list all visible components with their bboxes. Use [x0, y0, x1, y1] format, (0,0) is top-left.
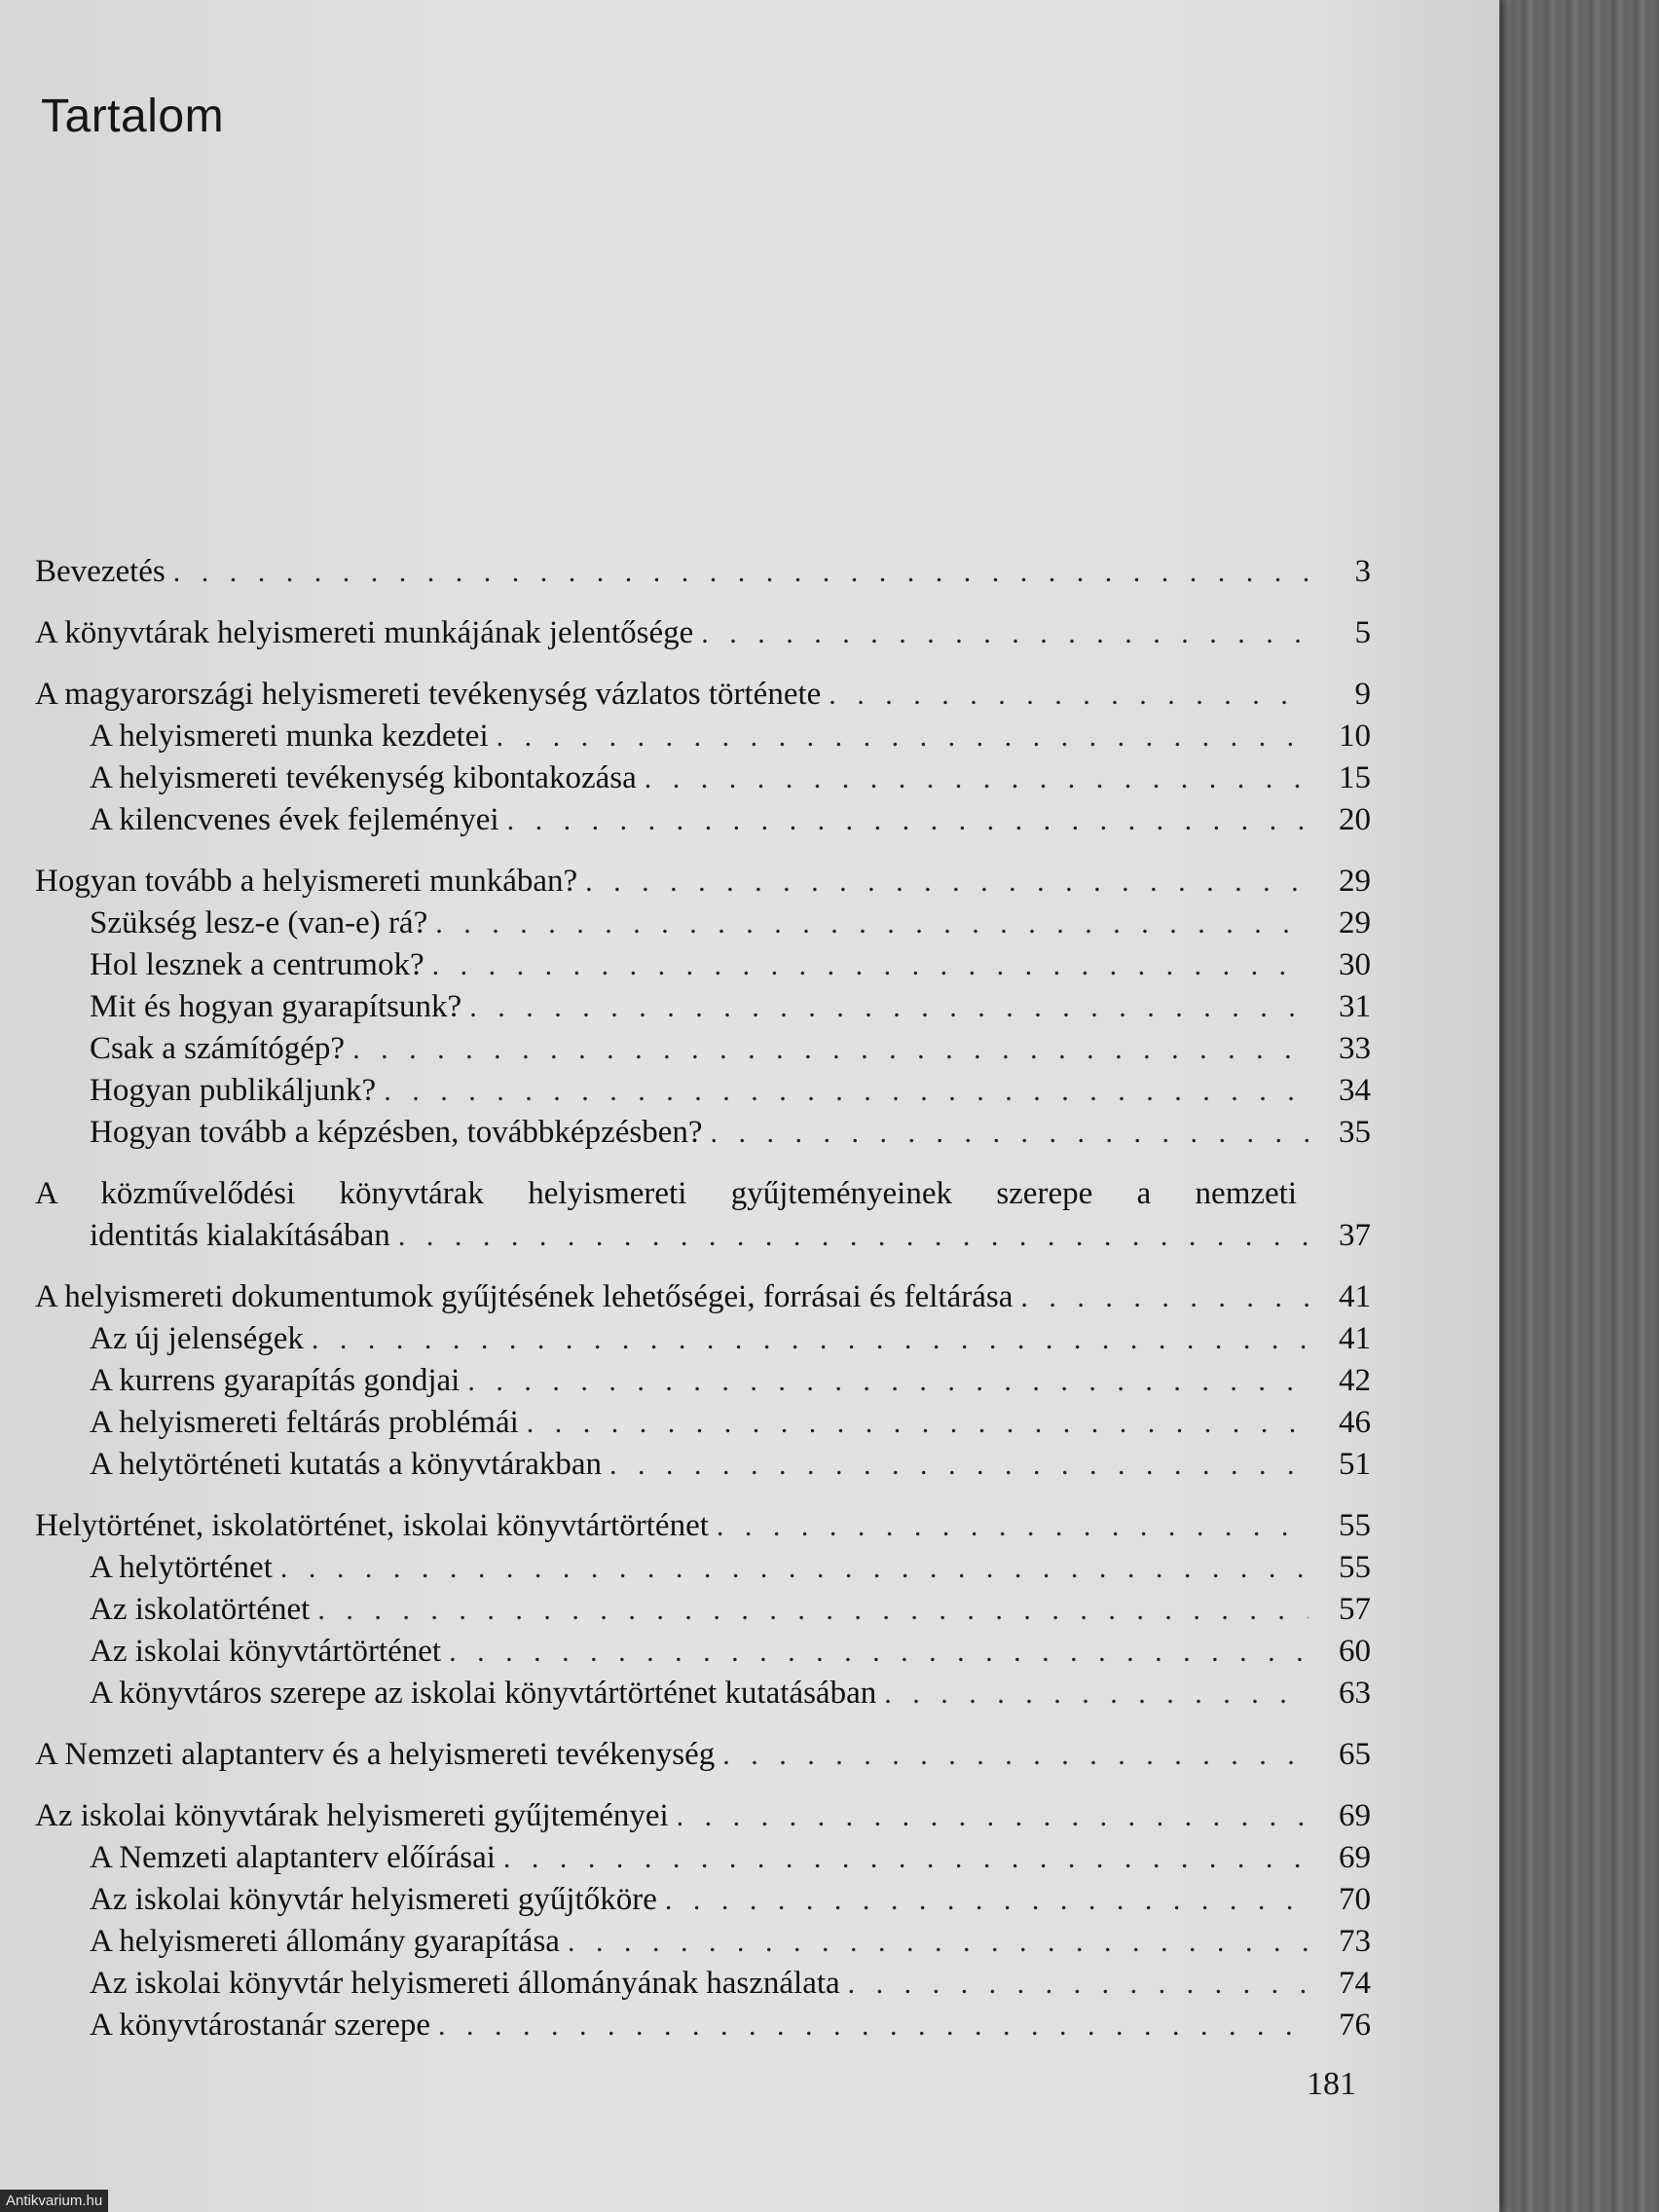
dot-leader — [585, 861, 1309, 903]
table-of-contents — [35, 551, 1371, 2066]
toc-entry-page: 46 — [1339, 1405, 1371, 1440]
toc-entry-label: identitás kialakításában — [90, 1218, 390, 1253]
toc-entry-label: Helytörténet, iskolatörténet, iskolai könyvtártörténet — [35, 1508, 709, 1543]
toc-entry — [35, 1734, 1371, 1776]
toc-subentry — [35, 799, 1371, 841]
toc-entry-page: 3 — [1354, 554, 1371, 589]
toc-entry-label: Hogyan tovább a helyismereti munkában? — [35, 864, 578, 899]
dot-leader — [503, 1837, 1309, 1879]
toc-entry-page: 35 — [1339, 1115, 1371, 1150]
toc-entry-page: 33 — [1339, 1031, 1371, 1066]
page-number: 181 — [1307, 2066, 1356, 2102]
toc-subentry — [35, 1112, 1371, 1154]
dot-leader — [435, 903, 1309, 944]
toc-entry-page: 15 — [1339, 760, 1371, 795]
toc-entry-label: A helyismereti dokumentumok gyűjtésének lehetőségei, forrásai és feltárása — [35, 1279, 1014, 1314]
watermark: Antikvarium.hu — [0, 2190, 108, 2212]
toc-entry-page: 30 — [1339, 947, 1371, 982]
toc-section-significance — [35, 612, 1371, 654]
dot-leader — [1020, 1276, 1309, 1318]
dot-leader — [665, 1879, 1309, 1921]
dot-leader — [173, 551, 1309, 593]
dot-leader — [497, 716, 1309, 757]
background-surface — [1480, 0, 1659, 2212]
dot-leader — [317, 1589, 1309, 1631]
toc-entry-label: A könyvtárostanár szerepe — [90, 2008, 431, 2043]
toc-entry-page: 70 — [1339, 1882, 1371, 1917]
toc-section-documents — [35, 1276, 1371, 1486]
toc-subentry — [35, 944, 1371, 986]
toc-entry-page: 55 — [1339, 1550, 1371, 1585]
toc-entry — [35, 1276, 1371, 1318]
toc-entry-label: Az iskolai könyvtárak helyismereti gyűjteményei — [35, 1798, 669, 1833]
toc-entry-page: 5 — [1354, 615, 1371, 650]
toc-entry — [35, 1795, 1371, 1837]
page-title: Tartalom — [41, 91, 225, 142]
toc-entry-label: A kurrens gyarapítás gondjai — [90, 1363, 461, 1398]
toc-entry-page: 10 — [1339, 719, 1371, 754]
toc-entry-page: 9 — [1354, 677, 1371, 712]
toc-entry-page: 69 — [1339, 1798, 1371, 1833]
toc-entry-label: A könyvtáros szerepe az iskolai könyvtártörténet kutatásában — [90, 1676, 877, 1711]
toc-subentry — [35, 2005, 1371, 2046]
toc-subentry — [35, 1444, 1371, 1486]
toc-subentry — [35, 1070, 1371, 1112]
dot-leader — [280, 1547, 1309, 1589]
toc-section-introduction — [35, 551, 1371, 593]
toc-entry-page: 65 — [1339, 1737, 1371, 1772]
toc-subentry — [35, 903, 1371, 944]
toc-entry-page: 41 — [1339, 1279, 1371, 1314]
dot-leader — [701, 612, 1309, 654]
toc-subentry — [35, 757, 1371, 799]
toc-entry-label: Az iskolai könyvtártörténet — [90, 1634, 442, 1669]
toc-section-school-libraries — [35, 1795, 1371, 2046]
toc-entry-label: Hogyan publikáljunk? — [90, 1073, 377, 1108]
dot-leader — [384, 1070, 1309, 1112]
toc-subentry — [35, 1402, 1371, 1444]
dot-leader — [645, 757, 1309, 799]
toc-entry-page: 29 — [1339, 905, 1371, 940]
dot-leader — [609, 1444, 1309, 1486]
toc-section-history — [35, 674, 1371, 841]
toc-entry-label: A helyismereti feltárás problémái — [90, 1405, 519, 1440]
toc-entry-page: 55 — [1339, 1508, 1371, 1543]
dot-leader — [568, 1921, 1309, 1963]
toc-entry-page: 20 — [1339, 802, 1371, 837]
toc-entry-page: 73 — [1339, 1924, 1371, 1959]
toc-entry-page: 31 — [1339, 989, 1371, 1024]
toc-entry-label: A Nemzeti alaptanterv és a helyismereti tevékenység — [35, 1737, 716, 1772]
toc-subentry — [35, 1921, 1371, 1963]
toc-entry-label: A helyismereti munka kezdetei — [90, 719, 489, 754]
toc-entry-label-line1: A közművelődési könyvtárak helyismereti gyűjteményeinek szerepe a nemzeti — [35, 1176, 1297, 1211]
toc-subentry — [35, 986, 1371, 1028]
toc-section-future — [35, 861, 1371, 1154]
toc-entry-label: A helyismereti állomány gyarapítása — [90, 1924, 560, 1959]
dot-leader — [438, 2005, 1309, 2046]
toc-entry-label: Az iskolatörténet — [90, 1592, 311, 1627]
toc-entry-label: Csak a számítógép? — [90, 1031, 346, 1066]
toc-entry-label: A helytörténeti kutatás a könyvtárakban — [90, 1447, 603, 1482]
dot-leader — [884, 1673, 1309, 1714]
toc-entry-page: 63 — [1339, 1676, 1371, 1711]
dot-leader — [722, 1734, 1309, 1776]
toc-subentry — [35, 1589, 1371, 1631]
dot-leader — [432, 944, 1309, 986]
toc-subentry — [35, 1963, 1371, 2005]
dot-leader — [352, 1028, 1309, 1070]
toc-entry-page: 57 — [1339, 1592, 1371, 1627]
dot-leader — [711, 1112, 1309, 1154]
toc-entry-label: Hogyan tovább a képzésben, továbbképzésben? — [90, 1115, 703, 1150]
toc-entry-label: Az iskolai könyvtár helyismereti állományának használata — [90, 1966, 840, 2001]
toc-entry-label: Hol lesznek a centrumok? — [90, 947, 424, 982]
toc-subentry — [35, 1673, 1371, 1714]
toc-entry-label: Az iskolai könyvtár helyismereti gyűjtőköre — [90, 1882, 657, 1917]
toc-entry-label: A magyarországi helyismereti tevékenység vázlatos története — [35, 677, 822, 712]
toc-subentry — [35, 1318, 1371, 1360]
toc-entry-page: 60 — [1339, 1634, 1371, 1669]
toc-entry — [35, 1505, 1371, 1547]
dot-leader — [527, 1402, 1309, 1444]
toc-entry-label: Mit és hogyan gyarapítsunk? — [90, 989, 462, 1024]
toc-subentry — [35, 1028, 1371, 1070]
toc-entry-page: 42 — [1339, 1363, 1371, 1398]
toc-entry — [35, 1215, 1371, 1257]
dot-leader — [398, 1215, 1309, 1257]
toc-entry-label: Az új jelenségek — [90, 1321, 304, 1356]
toc-entry-page: 34 — [1339, 1073, 1371, 1108]
dot-leader — [312, 1318, 1309, 1360]
dot-leader — [677, 1795, 1309, 1837]
toc-section-curriculum — [35, 1734, 1371, 1776]
toc-entry — [35, 861, 1371, 903]
dot-leader — [848, 1963, 1309, 2005]
toc-entry-page: 76 — [1339, 2008, 1371, 2043]
toc-subentry — [35, 716, 1371, 757]
toc-subentry — [35, 1879, 1371, 1921]
toc-entry-page: 69 — [1339, 1840, 1371, 1875]
toc-entry-label: A kilencvenes évek fejleményei — [90, 802, 499, 837]
toc-entry-label: A helytörténet — [90, 1550, 273, 1585]
toc-entry — [35, 674, 1371, 716]
toc-entry-label: A könyvtárak helyismereti munkájának jelentősége — [35, 615, 694, 650]
toc-entry-page: 41 — [1339, 1321, 1371, 1356]
toc-entry-label: A Nemzeti alaptanterv előírásai — [90, 1840, 496, 1875]
toc-entry-label: Bevezetés — [35, 554, 166, 589]
toc-entry-page: 51 — [1339, 1447, 1371, 1482]
dot-leader — [449, 1631, 1309, 1673]
toc-section-identity — [35, 1173, 1371, 1257]
toc-subentry — [35, 1631, 1371, 1673]
toc-entry-page: 37 — [1339, 1218, 1371, 1253]
dot-leader — [469, 986, 1309, 1028]
toc-entry-label: Szükség lesz-e (van-e) rá? — [90, 905, 428, 940]
toc-entry-page: 29 — [1339, 864, 1371, 899]
toc-section-local-history — [35, 1505, 1371, 1714]
toc-entry — [35, 612, 1371, 654]
dot-leader — [467, 1360, 1309, 1402]
toc-subentry — [35, 1360, 1371, 1402]
toc-subentry — [35, 1837, 1371, 1879]
dot-leader — [829, 674, 1309, 716]
dot-leader — [507, 799, 1309, 841]
toc-entry-page: 74 — [1339, 1966, 1371, 2001]
dot-leader — [717, 1505, 1309, 1547]
toc-entry-label: A helyismereti tevékenység kibontakozása — [90, 760, 637, 795]
toc-entry — [35, 551, 1371, 593]
toc-subentry — [35, 1547, 1371, 1589]
